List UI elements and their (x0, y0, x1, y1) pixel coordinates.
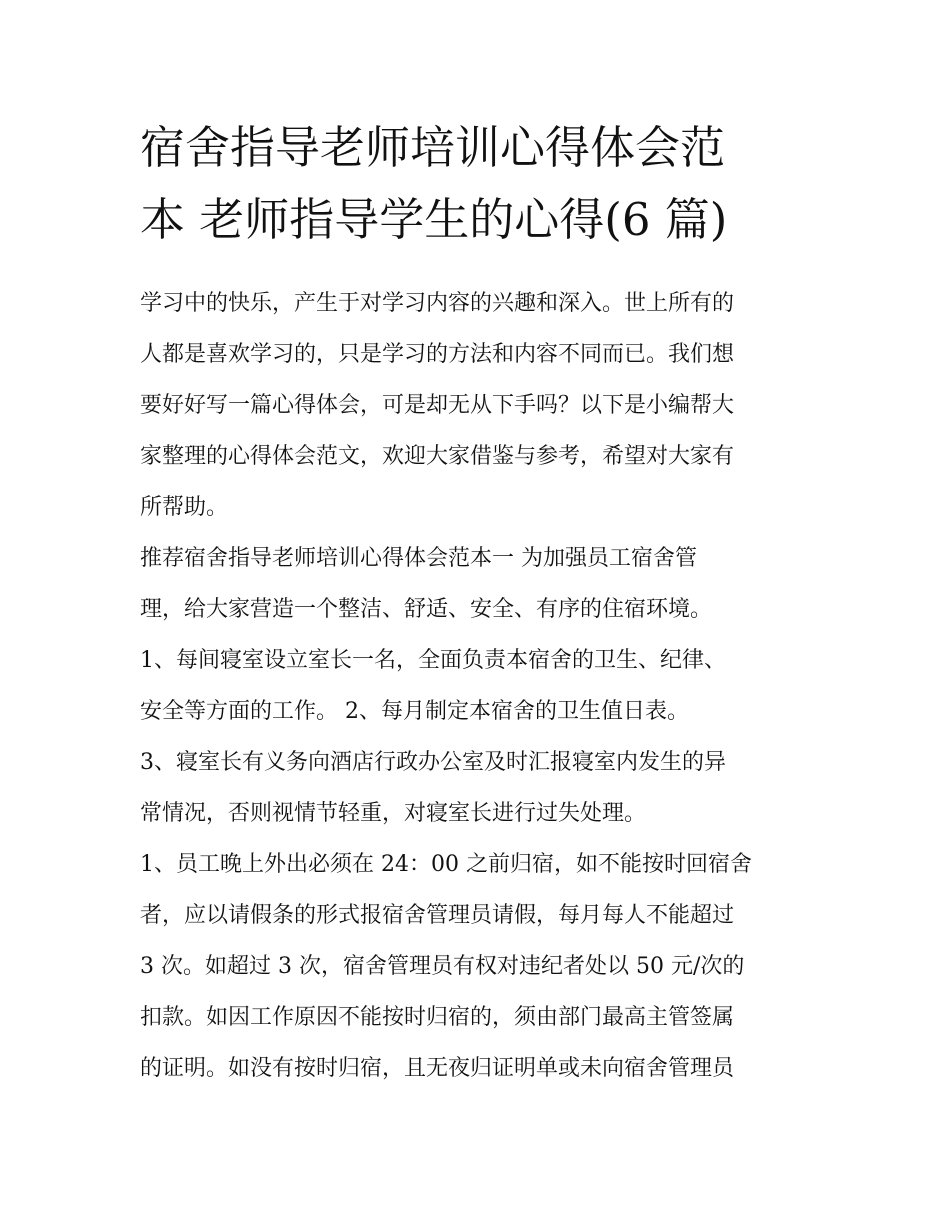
document-title (140, 112, 820, 256)
body-line: 1、每间寝室设立室长一名，全面负责本宿舍的卫生、纪律、 (140, 648, 726, 673)
body-line: 要好好写一篇心得体会，可是却无从下手吗？以下是小编帮大 (140, 393, 735, 418)
body-line: 扣款。如因工作原因不能按时归宿的，须由部门最高主管签属 (140, 1005, 735, 1030)
body-line: 安全等方面的工作。 2、每月制定本宿舍的卫生值日表。 (140, 699, 689, 724)
document-body (140, 278, 820, 1094)
body-line: 者，应以请假条的形式报宿舍管理员请假，每月每人不能超过 (140, 903, 735, 928)
body-line: 学习中的快乐，产生于对学习内容的兴趣和深入。世上所有的 (140, 291, 735, 316)
body-line: 3、寝室长有义务向酒店行政办公室及时汇报寝室内发生的异 (140, 750, 726, 775)
title-line: 宿舍指导老师培训心得体会范 (140, 121, 726, 174)
body-line: 1、员工晚上外出必须在 24：00 之前归宿，如不能按时回宿舍 (140, 852, 752, 877)
body-line: 常情况，否则视情节轻重，对寝室长进行过失处理。 (140, 801, 647, 826)
body-line: 家整理的心得体会范文，欢迎大家借鉴与参考，希望对大家有 (140, 444, 735, 469)
body-line: 所帮助。 (140, 495, 229, 520)
body-line: 的证明。如没有按时归宿，且无夜归证明单或未向宿舍管理员 (140, 1056, 735, 1081)
title-line: 本 老师指导学生的心得(6 篇) (140, 193, 728, 246)
body-line: 3 次。如超过 3 次，宿舍管理员有权对违纪者处以 50 元/次的 (140, 954, 745, 979)
body-line: 人都是喜欢学习的，只是学习的方法和内容不同而已。我们想 (140, 342, 735, 367)
body-line: 推荐宿舍指导老师培训心得体会范本一 为加强员工宿舍管 (140, 546, 697, 571)
body-line: 理，给大家营造一个整洁、舒适、安全、有序的住宿环境。 (140, 597, 713, 622)
